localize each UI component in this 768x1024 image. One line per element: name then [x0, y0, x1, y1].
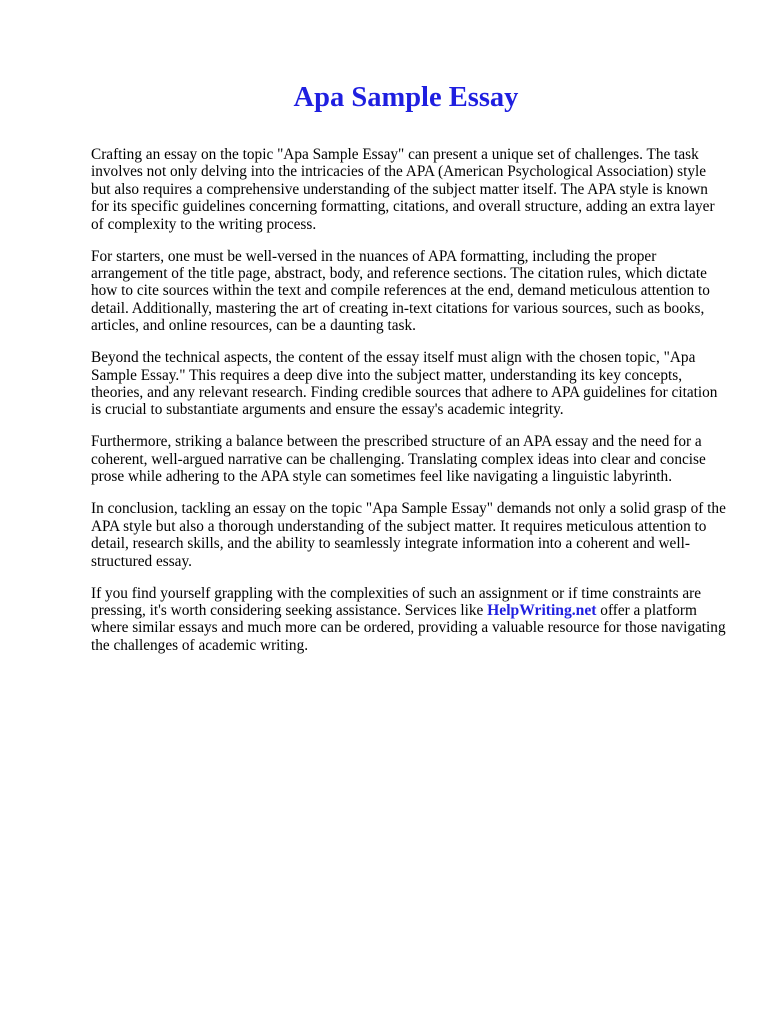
paragraph-content: Beyond the technical aspects, the content of the essay itself must align with the chosen topic, "Apa Sample Essay." This requires a deep dive into the subject matter, understanding its key concepts, theories, and any relevant research. Finding credible sources that adhere to APA guidelines for citation is crucial to substantiate arguments and ensure the essay's academic integrity. [91, 349, 718, 419]
assistance-text-after: offer a platform where similar essays and much more can be ordered, providing a valuable resource for those navigating the challenges of academic writing. [91, 601, 726, 654]
helpwriting-link[interactable]: HelpWriting.net [487, 601, 597, 619]
paragraph-structure: Furthermore, striking a balance between the prescribed structure of an APA essay and the need for a coherent, well-argued narrative can be challenging. Translating complex ideas into clear and concise prose while adhering to the APA style can sometimes feel like navigating a linguistic labyrinth. [91, 433, 706, 486]
essay-body [91, 146, 729, 669]
page-title: Apa Sample Essay [293, 82, 519, 113]
paragraph-assistance [91, 585, 729, 655]
assistance-text-before: If you find yourself grappling with the complexities of such an assignment or if time constraints are pressing, it's worth considering seeking assistance. Services like [91, 584, 702, 619]
paragraph-intro: Crafting an essay on the topic "Apa Sample Essay" can present a unique set of challenges. The task involves not only delving into the intricacies of the APA (American Psychological Association) style but also requires a comprehensive understanding of the subject matter itself. The APA style is known for its specific guidelines concerning formatting, citations, and overall structure, adding an extra layer of complexity to the writing process. [91, 146, 715, 233]
paragraph-conclusion: In conclusion, tackling an essay on the topic "Apa Sample Essay" demands not only a solid grasp of the APA style but also a thorough understanding of the subject matter. It requires meticulous attention to detail, research skills, and the ability to seamlessly integrate information into a coherent and well-structured essay. [91, 500, 726, 570]
paragraph-formatting: For starters, one must be well-versed in the nuances of APA formatting, including the proper arrangement of the title page, abstract, body, and reference sections. The citation rules, which dictate how to cite sources within the text and compile references at the end, demand meticulous attention to detail. Additionally, mastering the art of creating in-text citations for various sources, such as books, articles, and online resources, can be a daunting task. [91, 247, 710, 335]
